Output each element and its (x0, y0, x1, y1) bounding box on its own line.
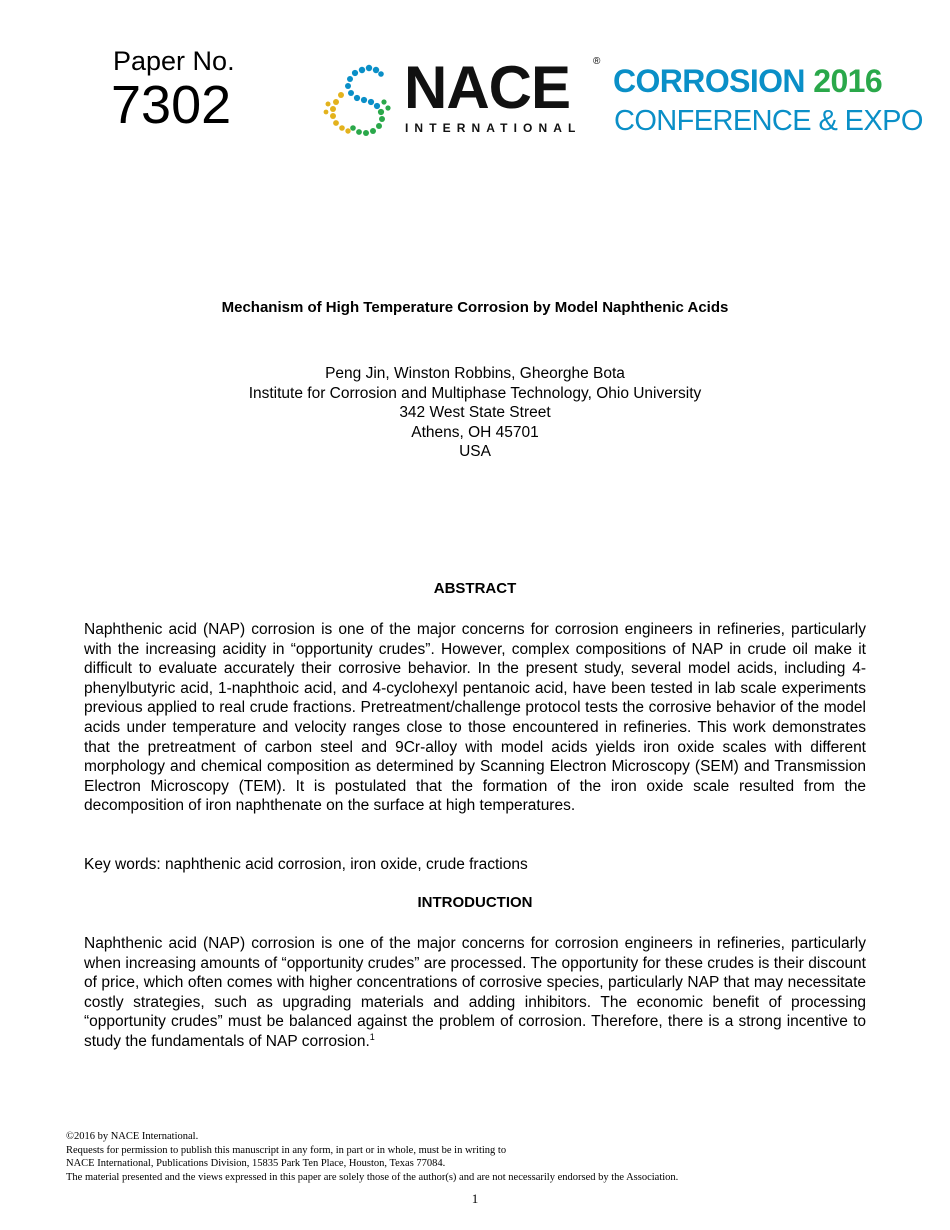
introduction-heading: INTRODUCTION (417, 894, 533, 911)
conference-title (613, 62, 882, 100)
conference-subtitle: CONFERENCE & EXPO (614, 105, 923, 137)
copyright-footer (66, 1130, 926, 1184)
author-country: USA (459, 443, 491, 461)
introduction-text: Naphthenic acid (NAP) corrosion is one of the major concerns for corrosion engineers in refineries, particularly when increasing amounts of “opportunity crudes” are processed. The opportunity for these crudes is their discount of price, which often comes with higher concentrations of corrosive species, particularly NAP that may necessitate costly strategies, such as upgrading materials and adding inhibitors. The economic benefit of processing “opportunity crudes” must be balanced against the problem of corrosion. Therefore, there is a strong incentive to study the fundamentals of NAP corrosion. (84, 935, 866, 1050)
author-street: 342 West State Street (399, 404, 551, 422)
author-institution: Institute for Corrosion and Multiphase Technology, Ohio University (248, 384, 702, 402)
disclaimer-line: The material presented and the views expressed in this paper are solely those of the author(s) and are not necessarily endorsed by the Association. (66, 1171, 679, 1183)
conference-year: 2016 (813, 63, 883, 99)
permission-line: Requests for permission to publish this manuscript in any form, in part or in whole, must be in writing to (66, 1144, 507, 1156)
introduction-body (84, 934, 866, 1052)
author-city: Athens, OH 45701 (411, 423, 539, 441)
author-names: Peng Jin, Winston Robbins, Gheorghe Bota (325, 365, 625, 382)
address-line: NACE International, Publications Division, 15835 Park Ten Place, Houston, Texas 77084. (66, 1158, 446, 1170)
nace-wordmark: NACE (404, 54, 571, 121)
nace-international-wordmark: INTERNATIONAL (405, 121, 582, 135)
nace-logo-icon (322, 62, 402, 136)
paper-title: Mechanism of High Temperature Corrosion by Model Naphthenic Acids (221, 299, 729, 316)
abstract-body: Naphthenic acid (NAP) corrosion is one of the major concerns for corrosion engineers in refineries, particularly with the increasing acidity in “opportunity crudes”. However, complex compositions of NAP in crude oil make it difficult to evaluate accurately their corrosive behavior. In the present study, several model acids, including 4-phenylbutyric acid, 1-naphthoic acid, and 4-cyclohexyl pentanoic acid, have been tested in lab scale experiments previous applied to real crude fractions. Pretreatment/challenge protocol tests the corrosive behavior of the model acids under temperature and velocity ranges close to those encountered in refineries. This work demonstrates that the pretreatment of carbon steel and 9Cr-alloy with model acids yields iron oxide scales with different morphology and chemical composition as determined by Scanning Electron Microscopy (SEM) and Transmission Electron Microscopy (TEM). It is postulated that the formation of the iron oxide scale resulted from the decomposition of iron naphthenate on the surface at high temperatures. (84, 621, 866, 815)
paper-number: 7302 (111, 75, 232, 135)
page-number: 1 (471, 1191, 479, 1206)
keywords: Key words: naphthenic acid corrosion, iron oxide, crude fractions (84, 856, 528, 873)
logo-gold-dots (324, 92, 351, 134)
abstract-heading: ABSTRACT (433, 580, 517, 597)
reference-mark: 1 (369, 1031, 375, 1042)
copyright-line: ©2016 by NACE International. (66, 1131, 199, 1142)
registered-mark: ® (593, 56, 601, 67)
author-block (0, 364, 950, 462)
paper-number-label: Paper No. (113, 46, 235, 76)
conference-name: CORROSION (613, 63, 805, 99)
logo-blue-dots (345, 65, 384, 109)
